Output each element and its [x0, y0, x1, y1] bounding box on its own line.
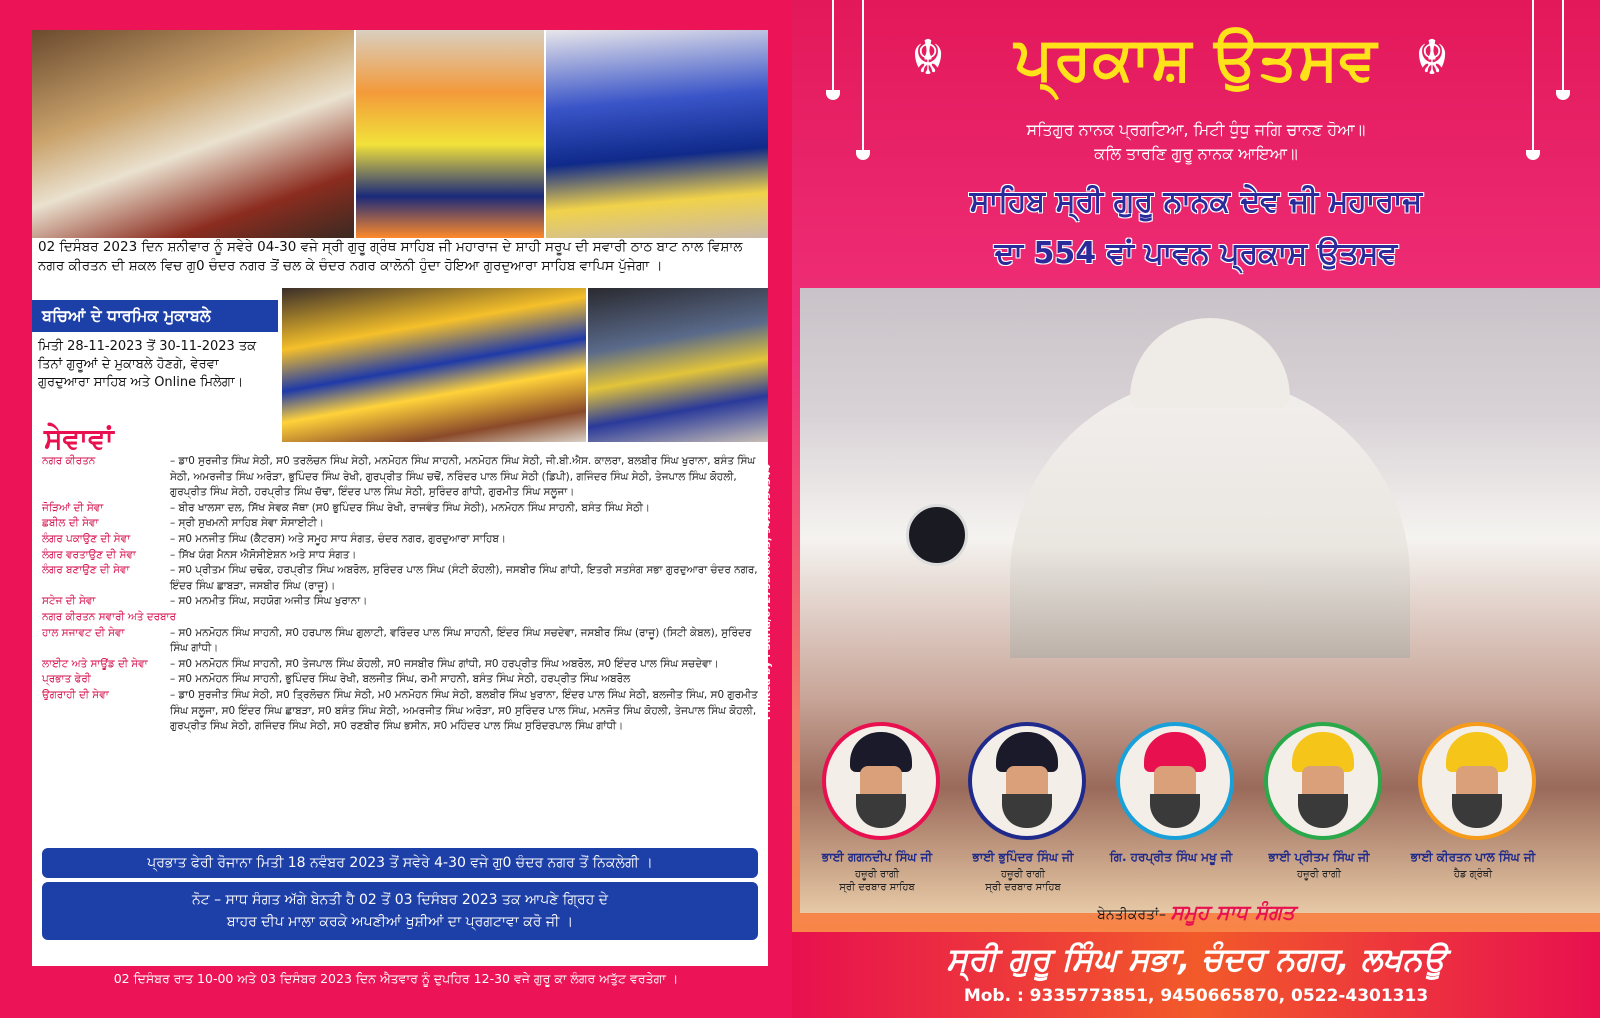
- clock-icon: [906, 504, 968, 566]
- singer-photo-4: [1264, 722, 1382, 840]
- seva-label: ਜੋੜਿਆਂ ਦੀ ਸੇਵਾ: [42, 501, 104, 514]
- photo-children-2: [588, 288, 768, 442]
- beard: [1452, 794, 1502, 828]
- singer-name-4: ਭਾਈ ਪ੍ਰੀਤਮ ਸਿੰਘ ਜੀ: [1268, 850, 1370, 864]
- beard: [1298, 794, 1348, 828]
- palki-dome: [1130, 318, 1290, 408]
- note-banner: [42, 882, 758, 940]
- left-panel: [0, 0, 792, 1018]
- competition-heading: ਬਚਿਆਂ ਦੇ ਧਾਰਮਿਕ ਮੁਕਾਬਲੇ: [32, 300, 278, 332]
- seva-label: ਲੰਗਰ ਬਣਾਉਣ ਦੀ ਸੇਵਾ: [42, 564, 130, 577]
- seva-desc: – ਸਿੱਖ ਯੰਗ ਮੈਨਸ ਐਸੋਸੀਏਸ਼ਨ ਅਤੇ ਸਾਧ ਸੰਗਤ।: [170, 548, 357, 561]
- langar-notice: 02 ਦਿਸੰਬਰ ਰਾਤ 10-00 ਅਤੇ 03 ਦਿਸੰਬਰ 2023 ਦਿਨ ਐਤਵਾਰ ਨੂੰ ਦੁਪਹਿਰ 12-30 ਵਜੇ ਗੁਰੂ ਕਾ ਲੰਗਰ ਅਤੁੱਟ ਵਰਤੇਗਾ ।: [113, 971, 679, 986]
- singer-photo-2: [968, 722, 1086, 840]
- singer-name-2: ਭਾਈ ਭੁਪਿੰਦਰ ਸਿੰਘ ਜੀ: [972, 850, 1074, 864]
- subtitle-line-1: ਸਾਹਿਬ ਸ੍ਰੀ ਗੁਰੂ ਨਾਨਕ ਦੇਵ ਜੀ ਮਹਾਰਾਜ: [969, 184, 1423, 219]
- seva-row: [42, 672, 760, 688]
- benti-label: ਬੇਨਤੀਕਰਤਾਂ–: [1097, 907, 1166, 923]
- right-panel: [792, 0, 1600, 1018]
- seva-desc: – ਸ0 ਮਨਮੋਹਨ ਸਿੰਘ ਸਾਹਨੀ, ਭੁਪਿੰਦਰ ਸਿੰਘ ਰੇਖੀ, ਬਲਜੀਤ ਸਿੰਘ, ਰਮੀ ਸਾਹਨੀ, ਬਸੰਤ ਸਿੰਘ ਸੇਠੀ, ਹਰਪ੍ਰੀਤ ਸਿੰਘ ਅਬਰੋਲ: [170, 673, 631, 686]
- singer-photo-3: [1116, 722, 1234, 840]
- seva-row: [42, 501, 760, 517]
- seva-label: ਉਗਰਾਹੀ ਦੀ ਸੇਵਾ: [42, 688, 109, 701]
- seva-desc: – ਸ0 ਮਨਮੀਤ ਸਿੰਘ, ਸਹਯੋਗ ਅਜੀਤ ਸਿੰਘ ਖੁਰਾਨਾ।: [170, 595, 368, 608]
- seva-desc: – ਬੀਰ ਖਾਲਸਾ ਦਲ, ਸਿੱਖ ਸੇਵਕ ਜੱਥਾ (ਸ0 ਭੁਪਿੰਦਰ ਸਿੰਘ ਰੇਖੀ, ਰਾਜਵੰਤ ਸਿੰਘ ਸੇਠੀ), ਮਨਮੋਹਨ ਸਿੰਘ ਸਾਹਨੀ, ਬਸੰਤ ਸਿੰਘ ਸੇਠੀ।: [170, 501, 650, 514]
- prabhat-pheri-banner: ਪ੍ਰਭਾਤ ਫੇਰੀ ਰੋਜਾਨਾ ਮਿਤੀ 18 ਨਵੰਬਰ 2023 ਤੋਂ ਸਵੇਰੇ 4-30 ਵਜੇ ਗੁ0 ਚੰਦਰ ਨਗਰ ਤੋਂ ਨਿਕਲੇਗੀ ।: [42, 848, 758, 878]
- singer-role-1: [792, 868, 962, 894]
- singer-role-line: ਹਜ਼ੂਰੀ ਰਾਗੀ: [854, 869, 900, 880]
- khanda-icon: ☬: [910, 30, 946, 86]
- intro-text: 02 ਦਿਸੰਬਰ 2023 ਦਿਨ ਸ਼ਨੀਵਾਰ ਨੂੰ ਸਵੇਰੇ 04-30 ਵਜੇ ਸ੍ਰੀ ਗੁਰੂ ਗ੍ਰੰਥ ਸਾਹਿਬ ਜੀ ਮਹਾਰਾਜ ਦੇ ਸ਼ਾਹੀ ਸਰੂਪ ਦੀ ਸਵਾਰੀ ਠਾਠ ਬਾਟ ਨਾਲ ਵਿਸ਼ਾਲ ਨਗਰ ਕੀਰਤਨ ਦੀ ਸ਼ਕਲ ਵਿਚ ਗੁ0 ਚੰਦਰ ਨਗਰ ਤੋਂ ਚਲ ਕੇ ਚੰਦਰ ਨਗਰ ਕਾਲੋਨੀ ਹੁੰਦਾ ਹੋਇਆ ਗੁਰਦੁਆਰਾ ਸਾਹਿਬ ਵਾਪਿਸ ਪੁੱਜੇਗਾ ।: [38, 239, 743, 274]
- beard: [856, 794, 906, 828]
- photo-kirtan-stage: [32, 30, 354, 238]
- verse-line-1: ਸਤਿਗੁਰ ਨਾਨਕ ਪ੍ਰਗਟਿਆ, ਮਿਟੀ ਧੁੰਧੁ ਜਗਿ ਚਾਨਣ ਹੋਆ॥: [1026, 120, 1366, 139]
- seva-list: [42, 454, 760, 735]
- phone-numbers: Mob. : 9335773851, 9450665870, 0522-4301313: [963, 986, 1429, 1006]
- singer-name-3: ਗਿ. ਹਰਪ੍ਰੀਤ ਸਿੰਘ ਮਖੂ ਜੀ: [1109, 850, 1233, 864]
- singer-photo-5: [1418, 722, 1536, 840]
- main-title: ਪ੍ਰਕਾਸ਼ ਉਤਸਵ: [1014, 24, 1378, 94]
- singer-role-4: [1234, 868, 1404, 881]
- singer-role-line: ਸ੍ਰੀ ਦਰਬਾਰ ਸਾਹਿਬ: [839, 882, 915, 893]
- khanda-icon: ☬: [1414, 30, 1450, 86]
- seva-row: [42, 626, 760, 657]
- seva-row: [42, 657, 760, 673]
- seva-desc: [176, 610, 760, 626]
- singer-name-1: ਭਾਈ ਗਗਨਦੀਪ ਸਿੰਘ ਜੀ: [821, 850, 933, 864]
- singer-role-line: ਸ੍ਰੀ ਦਰਬਾਰ ਸਾਹਿਬ: [985, 882, 1061, 893]
- seva-label: ਲੰਗਰ ਵਰਤਾਉਣ ਦੀ ਸੇਵਾ: [42, 548, 136, 561]
- seva-label: ਹਾਲ ਸਜਾਵਟ ਦੀ ਸੇਵਾ: [42, 626, 125, 639]
- left-content: [32, 30, 768, 966]
- seva-label: ਲੰਗਰ ਪਕਾਉਣ ਦੀ ਸੇਵਾ: [42, 532, 131, 545]
- note-line-2: ਬਾਹਰ ਦੀਪ ਮਾਲਾ ਕਰਕੇ ਅਪਣੀਆਂ ਖੁਸ਼ੀਆਂ ਦਾ ਪ੍ਰਗਟਾਵਾ ਕਰੋ ਜੀ ।: [226, 914, 574, 930]
- seva-label: ਲਾਈਟ ਅਤੇ ਸਾਊਂਡ ਦੀ ਸੇਵਾ: [42, 657, 148, 670]
- singer-role-line: ਹਜ਼ੂਰੀ ਰਾਗੀ: [1296, 869, 1342, 880]
- organisation-name: ਸ੍ਰੀ ਗੁਰੂ ਸਿੰਘ ਸਭਾ, ਚੰਦਰ ਨਗਰ, ਲਖਨਊ: [946, 940, 1446, 978]
- photo-procession: [546, 30, 768, 238]
- seva-row: [42, 548, 760, 564]
- seva-heading: ਸੇਵਾਵਾਂ: [44, 422, 114, 455]
- seva-row: [42, 454, 760, 501]
- singer-photo-1: [822, 722, 940, 840]
- seva-desc: – ਸ0 ਮਨਮੋਹਨ ਸਿੰਘ ਸਾਹਨੀ, ਸ0 ਤੇਜਪਾਲ ਸਿੰਘ ਕੋਹਲੀ, ਸ0 ਜਸਬੀਰ ਸਿੰਘ ਗਾਂਧੀ, ਸ0 ਹਰਪ੍ਰੀਤ ਸਿੰਘ ਅਬਰੋਲ, ਸ0 ਇੰਦਰ ਪਾਲ ਸਿੰਘ ਸਚਦੇਵਾ।: [170, 657, 719, 670]
- footer: [792, 932, 1600, 1018]
- seva-row: [42, 532, 760, 548]
- seva-label: ਨਗਰ ਕੀਰਤਨ ਸਵਾਰੀ ਅਤੇ ਦਰਬਾਰ: [42, 610, 176, 623]
- seva-row: [42, 594, 760, 610]
- seva-row: [42, 688, 760, 735]
- seva-label: ਨਗਰ ਕੀਰਤਨ: [42, 455, 96, 467]
- printed-by: Printed by : Sarla/07275366663, 9415094544: [762, 464, 773, 720]
- seva-row: [42, 563, 760, 594]
- beard: [1002, 794, 1052, 828]
- subtitle-line-2: ਦਾ 554 ਵਾਂ ਪਾਵਨ ਪ੍ਰਕਾਸ ਉਤਸਵ: [994, 236, 1398, 271]
- singer-role-5: [1388, 868, 1558, 881]
- seva-desc: – ਡਾ0 ਸੁਰਜੀਤ ਸਿੰਘ ਸੇਠੀ, ਸ0 ਤ੍ਰਿਲੋਚਨ ਸਿੰਘ ਸੇਠੀ, ਮ0 ਮਨਮੋਹਨ ਸਿੰਘ ਸੇਠੀ, ਬਲਬੀਰ ਸਿੰਘ ਖੁਰਾਨਾ, ਇੰਦਰ ਪਾਲ ਸਿੰਘ ਸੇਠੀ, ਬਲਜੀਤ ਸਿੰਘ, ਸ0 ਗੁਰਮੀਤ ਸਿੰਘ ਸਲੂਜਾ, ਸ0 ਇੰਦਰ ਸਿੰਘ ਛਾਬੜਾ, ਸ0 ਬਸੰਤ ਸਿੰਘ ਸੇਠੀ, ਅਮਰਜੀਤ ਸਿੰਘ ਅਰੋੜਾ, ਸ0 ਸੁਰਿੰਦਰ ਪਾਲ ਸਿੰਘ, ਮਨਜੋਤ ਸਿੰਘ ਕੋਹਲੀ, ਤੇਜਪਾਲ ਸਿੰਘ ਕੋਹਲੀ, ਗੁਰਪ੍ਰੀਤ ਸਿੰਘ ਸੇਠੀ, ਗਜਿੰਦਰ ਸਿੰਘ ਸੇਠੀ, ਸ0 ਰਣਬੀਰ ਸਿੰਘ ਭਸੀਨ, ਸ0 ਮਹਿੰਦਰ ਪਾਲ ਸਿੰਘ ਸੁਰਿੰਦਰਪਾਲ ਸਿੰਘ ਗਾਂਧੀ।: [170, 688, 758, 733]
- seva-desc: – ਡਾ0 ਸੁਰਜੀਤ ਸਿੰਘ ਸੇਠੀ, ਸ0 ਤਰਲੋਚਨ ਸਿੰਘ ਸੇਠੀ, ਮਨਮੋਹਨ ਸਿੰਘ ਸਾਹਨੀ, ਮਨਮੋਹਨ ਸਿੰਘ ਸੇਠੀ, ਜੀ.ਬੀ.ਐਸ. ਕਾਲਰਾ, ਬਲਬੀਰ ਸਿੰਘ ਖੁਰਾਨਾ, ਬਸੰਤ ਸਿੰਘ ਸੇਠੀ, ਅਮਰਜੀਤ ਸਿੰਘ ਅਰੋੜਾ, ਭੁਪਿੰਦਰ ਸਿੰਘ ਰੇਖੀ, ਗੁਰਪ੍ਰੀਤ ਸਿੰਘ ਚਢੋਂ, ਨਰਿੰਦਰ ਪਾਲ ਸਿੰਘ ਸੇਠੀ (ਡਿਪੀ), ਗਜਿੰਦਰ ਸਿੰਘ ਸੇਠੀ, ਤੇਜਪਾਲ ਸਿੰਘ ਕੋਹਲੀ, ਗੁਰਪ੍ਰੀਤ ਸਿੰਘ ਸੇਠੀ, ਹਰਪ੍ਰੀਤ ਸਿੰਘ ਚੱਢਾ, ਇੰਦਰ ਪਾਲ ਸਿੰਘ ਸੇਠੀ, ਸੁਰਿੰਦਰ ਗਾਂਧੀ, ਗੁਰਮੀਤ ਸਿੰਘ ਸਲੂਜਾ।: [170, 455, 756, 499]
- seva-desc: – ਸ0 ਮਨਜੀਤ ਸਿੰਘ (ਕੈਟਰਸ) ਅਤੇ ਸਮੂਹ ਸਾਧ ਸੰਗਤ, ਚੰਦਰ ਨਗਰ, ਗੁਰਦੁਆਰਾ ਸਾਹਿਬ।: [170, 532, 506, 545]
- photo-children-1: [282, 288, 586, 442]
- benti-name: ਸਮੂਹ ਸਾਧ ਸੰਗਤ: [1170, 900, 1295, 924]
- seva-row: [42, 516, 760, 532]
- seva-label: ਪ੍ਰਭਾਤ ਫੇਰੀ: [42, 673, 91, 686]
- palki-canopy: [1010, 378, 1410, 658]
- seva-label: ਸਟੇਜ ਦੀ ਸੇਵਾ: [42, 595, 96, 608]
- beard: [1150, 794, 1200, 828]
- seva-desc: – ਸ0 ਪ੍ਰੀਤਮ ਸਿੰਘ ਚਢੋਕ, ਹਰਪ੍ਰੀਤ ਸਿੰਘ ਅਬਰੋਲ, ਸੁਰਿੰਦਰ ਪਾਲ ਸਿੰਘ (ਸੰਟੀ ਕੋਹਲੀ), ਜਸਬੀਰ ਸਿੰਘ ਗਾਂਧੀ, ਇਤਰੀ ਸਤਸੰਗ ਸਭਾ ਗੁਰਦੁਆਰਾ ਚੰਦਰ ਨਗਰ, ਇੰਦਰ ਸਿੰਘ ਛਾਬੜਾ, ਜਸਬੀਰ ਸਿੰਘ (ਰਾਜੂ)।: [170, 564, 758, 592]
- benti-line: [792, 900, 1600, 924]
- seva-desc: – ਸ੍ਰੀ ਸੁਖਮਨੀ ਸਾਹਿਬ ਸੇਵਾ ਸੋਸਾਈਟੀ।: [170, 517, 324, 530]
- seva-desc: – ਸ0 ਮਨਮੋਹਨ ਸਿੰਘ ਸਾਹਨੀ, ਸ0 ਹਰਪਾਲ ਸਿੰਘ ਗੁਲਾਟੀ, ਵਰਿੰਦਰ ਪਾਲ ਸਿੰਘ ਸਾਹਨੀ, ਇੰਦਰ ਸਿੰਘ ਸਚਦੇਵਾ, ਜਸਬੀਰ ਸਿੰਘ (ਰਾਜੂ) (ਸਿਟੀ ਕੇਬਲ), ਸੁਰਿੰਦਰ ਸਿੰਘ ਗਾਂਧੀ।: [170, 626, 752, 655]
- singer-role-line: ਹੈਡ ਗ੍ਰੰਥੀ: [1453, 869, 1493, 880]
- competition-text: ਮਿਤੀ 28-11-2023 ਤੋਂ 30-11-2023 ਤਕ ਤਿਨਾਂ ਗੁਰੂਆਂ ਦੇ ਮੁਕਾਬਲੇ ਹੋਣਗੇ, ਵੇਰਵਾ ਗੁਰਦੁਆਰਾ ਸਾਹਿਬ ਅਤੇ Online ਮਿਲੇਗਾ।: [38, 339, 257, 390]
- seva-row: [42, 610, 760, 626]
- verse-line-2: ਕਲਿ ਤਾਰਣਿ ਗੁਰੂ ਨਾਨਕ ਆਇਆ॥: [1094, 144, 1298, 163]
- note-line-1: ਨੋਟ – ਸਾਧ ਸੰਗਤ ਅੱਗੇ ਬੇਨਤੀ ਹੈ 02 ਤੋਂ 03 ਦਿਸੰਬਰ 2023 ਤਕ ਆਪਣੇ ਗ੍ਰਿਹ ਦੇ: [191, 892, 609, 908]
- singer-name-5: ਭਾਈ ਕੀਰਤਨ ਪਾਲ ਸਿੰਘ ਜੀ: [1410, 850, 1536, 864]
- singer-role-line: ਹਜ਼ੂਰੀ ਰਾਗੀ: [1000, 869, 1046, 880]
- singer-role-2: [938, 868, 1108, 894]
- photo-panj-pyare: [356, 30, 544, 238]
- seva-label: ਛਬੀਲ ਦੀ ਸੇਵਾ: [42, 517, 99, 530]
